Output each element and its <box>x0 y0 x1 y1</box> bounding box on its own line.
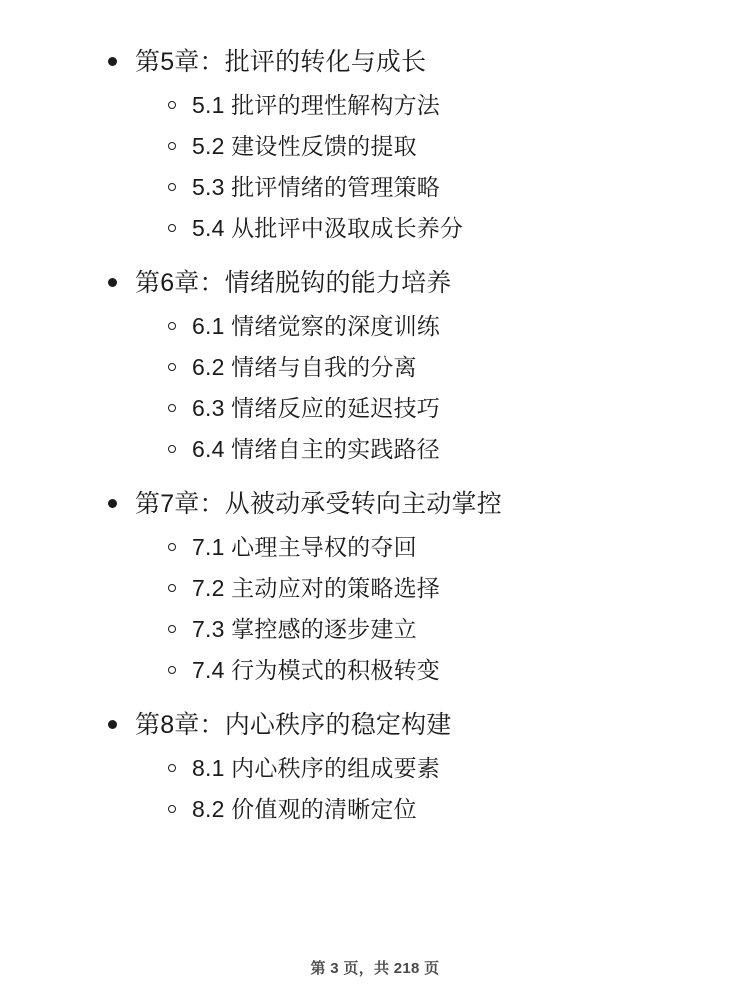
toc-chapter-title: 第6章：情绪脱钩的能力培养 <box>135 269 452 297</box>
toc-section-title: 7.2 主动应对的策略选择 <box>192 575 440 601</box>
toc-section-title: 6.3 情绪反应的延迟技巧 <box>192 395 440 421</box>
circle-bullet-icon <box>168 363 176 371</box>
circle-bullet-icon <box>168 183 176 191</box>
toc-section-title: 5.2 建设性反馈的提取 <box>192 133 417 159</box>
toc-chapter-title: 第8章：内心秩序的稳定构建 <box>135 711 452 739</box>
toc-section-row[interactable] <box>56 86 694 124</box>
toc-chapter-row[interactable] <box>56 265 694 301</box>
toc-section-row[interactable] <box>56 348 694 386</box>
circle-bullet-icon <box>168 445 176 453</box>
toc-section-title: 7.1 心理主导权的夺回 <box>192 534 417 560</box>
toc-section-list <box>56 307 694 468</box>
toc-section-title: 6.2 情绪与自我的分离 <box>192 354 417 380</box>
circle-bullet-icon <box>168 666 176 674</box>
circle-bullet-icon <box>168 625 176 633</box>
circle-bullet-icon <box>168 322 176 330</box>
toc-section-list <box>56 86 694 247</box>
toc-section-row[interactable] <box>56 569 694 607</box>
toc-section-title: 6.1 情绪觉察的深度训练 <box>192 313 440 339</box>
toc-section-row[interactable] <box>56 168 694 206</box>
toc-section-title: 5.4 从批评中汲取成长养分 <box>192 215 464 241</box>
toc-section-row[interactable] <box>56 749 694 787</box>
toc-chapter <box>56 707 694 828</box>
toc-chapter-row[interactable] <box>56 486 694 522</box>
toc-chapter <box>56 486 694 689</box>
circle-bullet-icon <box>168 142 176 150</box>
toc-section-row[interactable] <box>56 209 694 247</box>
circle-bullet-icon <box>168 764 176 772</box>
circle-bullet-icon <box>168 404 176 412</box>
toc-section-row[interactable] <box>56 430 694 468</box>
toc-chapter-title: 第5章：批评的转化与成长 <box>135 48 427 76</box>
toc-chapter <box>56 44 694 247</box>
toc-section-title: 7.3 掌控感的逐步建立 <box>192 616 417 642</box>
toc-chapter-row[interactable] <box>56 44 694 80</box>
toc-section-title: 7.4 行为模式的积极转变 <box>192 657 440 683</box>
toc-section-row[interactable] <box>56 127 694 165</box>
toc-section-row[interactable] <box>56 651 694 689</box>
disc-bullet-icon <box>108 278 117 287</box>
page-number-footer: 第 3 页，共 218 页 <box>310 960 440 977</box>
circle-bullet-icon <box>168 584 176 592</box>
toc-section-row[interactable] <box>56 528 694 566</box>
circle-bullet-icon <box>168 543 176 551</box>
toc-section-row[interactable] <box>56 790 694 828</box>
toc-section-title: 5.3 批评情绪的管理策略 <box>192 174 440 200</box>
toc-section-title: 8.2 价值观的清晰定位 <box>192 796 417 822</box>
toc-section-title: 6.4 情绪自主的实践路径 <box>192 436 440 462</box>
toc-section-title: 5.1 批评的理性解构方法 <box>192 92 440 118</box>
table-of-contents <box>56 44 694 828</box>
toc-chapter-title: 第7章：从被动承受转向主动掌控 <box>135 490 502 518</box>
disc-bullet-icon <box>108 720 117 729</box>
circle-bullet-icon <box>168 224 176 232</box>
toc-chapter-row[interactable] <box>56 707 694 743</box>
toc-section-row[interactable] <box>56 389 694 427</box>
disc-bullet-icon <box>108 57 117 66</box>
toc-section-title: 8.1 内心秩序的组成要素 <box>192 755 440 781</box>
toc-section-row[interactable] <box>56 307 694 345</box>
toc-chapter <box>56 265 694 468</box>
circle-bullet-icon <box>168 101 176 109</box>
circle-bullet-icon <box>168 805 176 813</box>
toc-section-list <box>56 749 694 828</box>
disc-bullet-icon <box>108 499 117 508</box>
toc-section-list <box>56 528 694 689</box>
toc-section-row[interactable] <box>56 610 694 648</box>
